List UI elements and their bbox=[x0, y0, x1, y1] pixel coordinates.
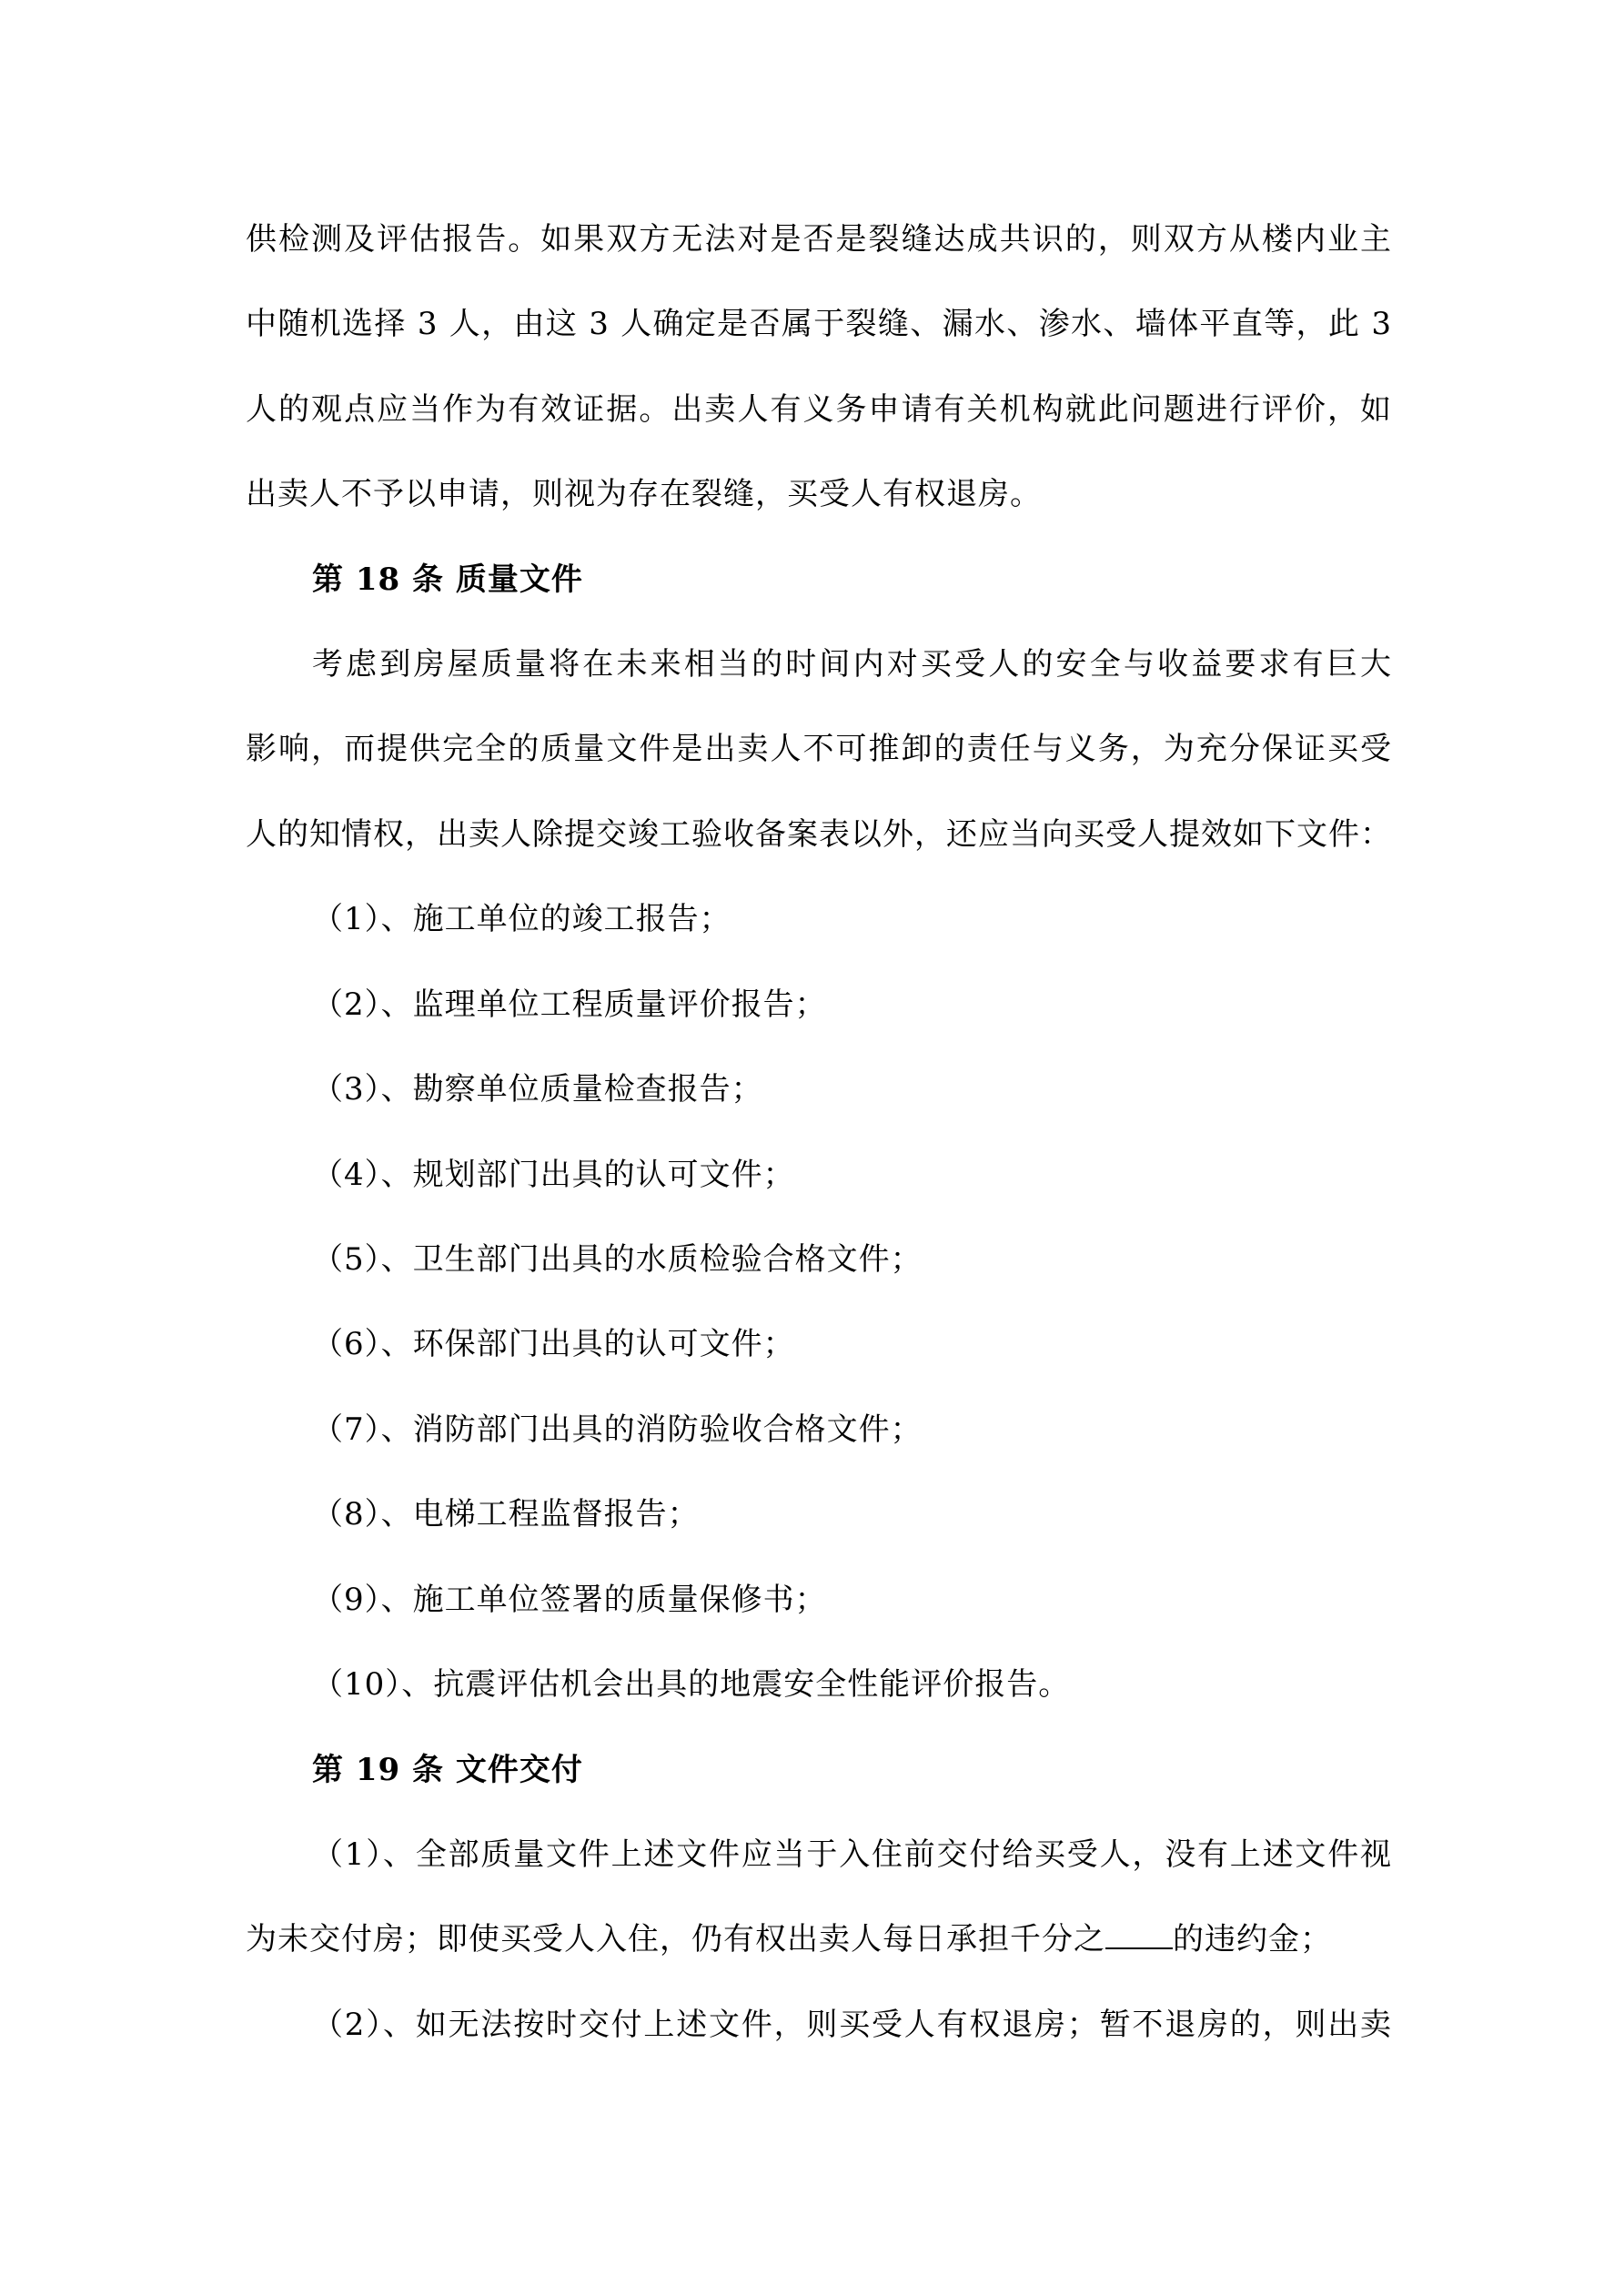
list-item: （5）、卫生部门出具的水质检验合格文件； bbox=[312, 1241, 923, 1278]
text-before-blank: 为未交付房；即使买受人入住，仍有权出卖人每日承担千分之 bbox=[246, 1921, 1105, 1957]
list-item: （4）、规划部门出具的认可文件； bbox=[312, 1157, 795, 1193]
paragraph-line: （2）、如无法按时交付上述文件，则买受人有权退房；暂不退房的，则出卖 bbox=[312, 2007, 1392, 2043]
fill-in-blank bbox=[1105, 1920, 1173, 1949]
article-19-heading: 第 19 条 文件交付 bbox=[312, 1752, 583, 1788]
paragraph-line: 影响，而提供完全的质量文件是出卖人不可推卸的责任与义务，为充分保证买受 bbox=[246, 731, 1392, 767]
list-item: （7）、消防部门出具的消防验收合格文件； bbox=[312, 1411, 923, 1448]
paragraph-line: 供检测及评估报告。如果双方无法对是否是裂缝达成共识的，则双方从楼内业主 bbox=[246, 221, 1392, 258]
paragraph-line: 人的观点应当作为有效证据。出卖人有义务申请有关机构就此问题进行评价，如 bbox=[246, 391, 1392, 428]
list-item: （2）、监理单位工程质量评价报告； bbox=[312, 986, 827, 1023]
list-item: （8）、电梯工程监督报告； bbox=[312, 1496, 700, 1532]
list-item: （1）、施工单位的竣工报告； bbox=[312, 901, 731, 937]
paragraph-line: 人的知情权，出卖人除提交竣工验收备案表以外，还应当向买受人提效如下文件： bbox=[246, 816, 1392, 853]
paragraph-line: 中随机选择 3 人，由这 3 人确定是否属于裂缝、漏水、渗水、墙体平直等，此 3 bbox=[246, 306, 1392, 342]
paragraph-line: （1）、全部质量文件上述文件应当于入住前交付给买受人，没有上述文件视 bbox=[312, 1836, 1392, 1873]
list-item: （3）、勘察单位质量检查报告； bbox=[312, 1071, 763, 1108]
text-after-blank: 的违约金； bbox=[1173, 1921, 1332, 1957]
list-item: （10）、抗震评估机会出具的地震安全性能评价报告。 bbox=[312, 1666, 1071, 1703]
article-18-heading: 第 18 条 质量文件 bbox=[312, 561, 583, 598]
list-item: （6）、环保部门出具的认可文件； bbox=[312, 1326, 795, 1362]
paragraph-line: 出卖人不予以申请，则视为存在裂缝，买受人有权退房。 bbox=[246, 476, 1042, 512]
paragraph-line bbox=[246, 1917, 1392, 1962]
paragraph-line: 考虑到房屋质量将在未来相当的时间内对买受人的安全与收益要求有巨大 bbox=[312, 646, 1392, 683]
list-item: （9）、施工单位签署的质量保修书； bbox=[312, 1582, 827, 1618]
